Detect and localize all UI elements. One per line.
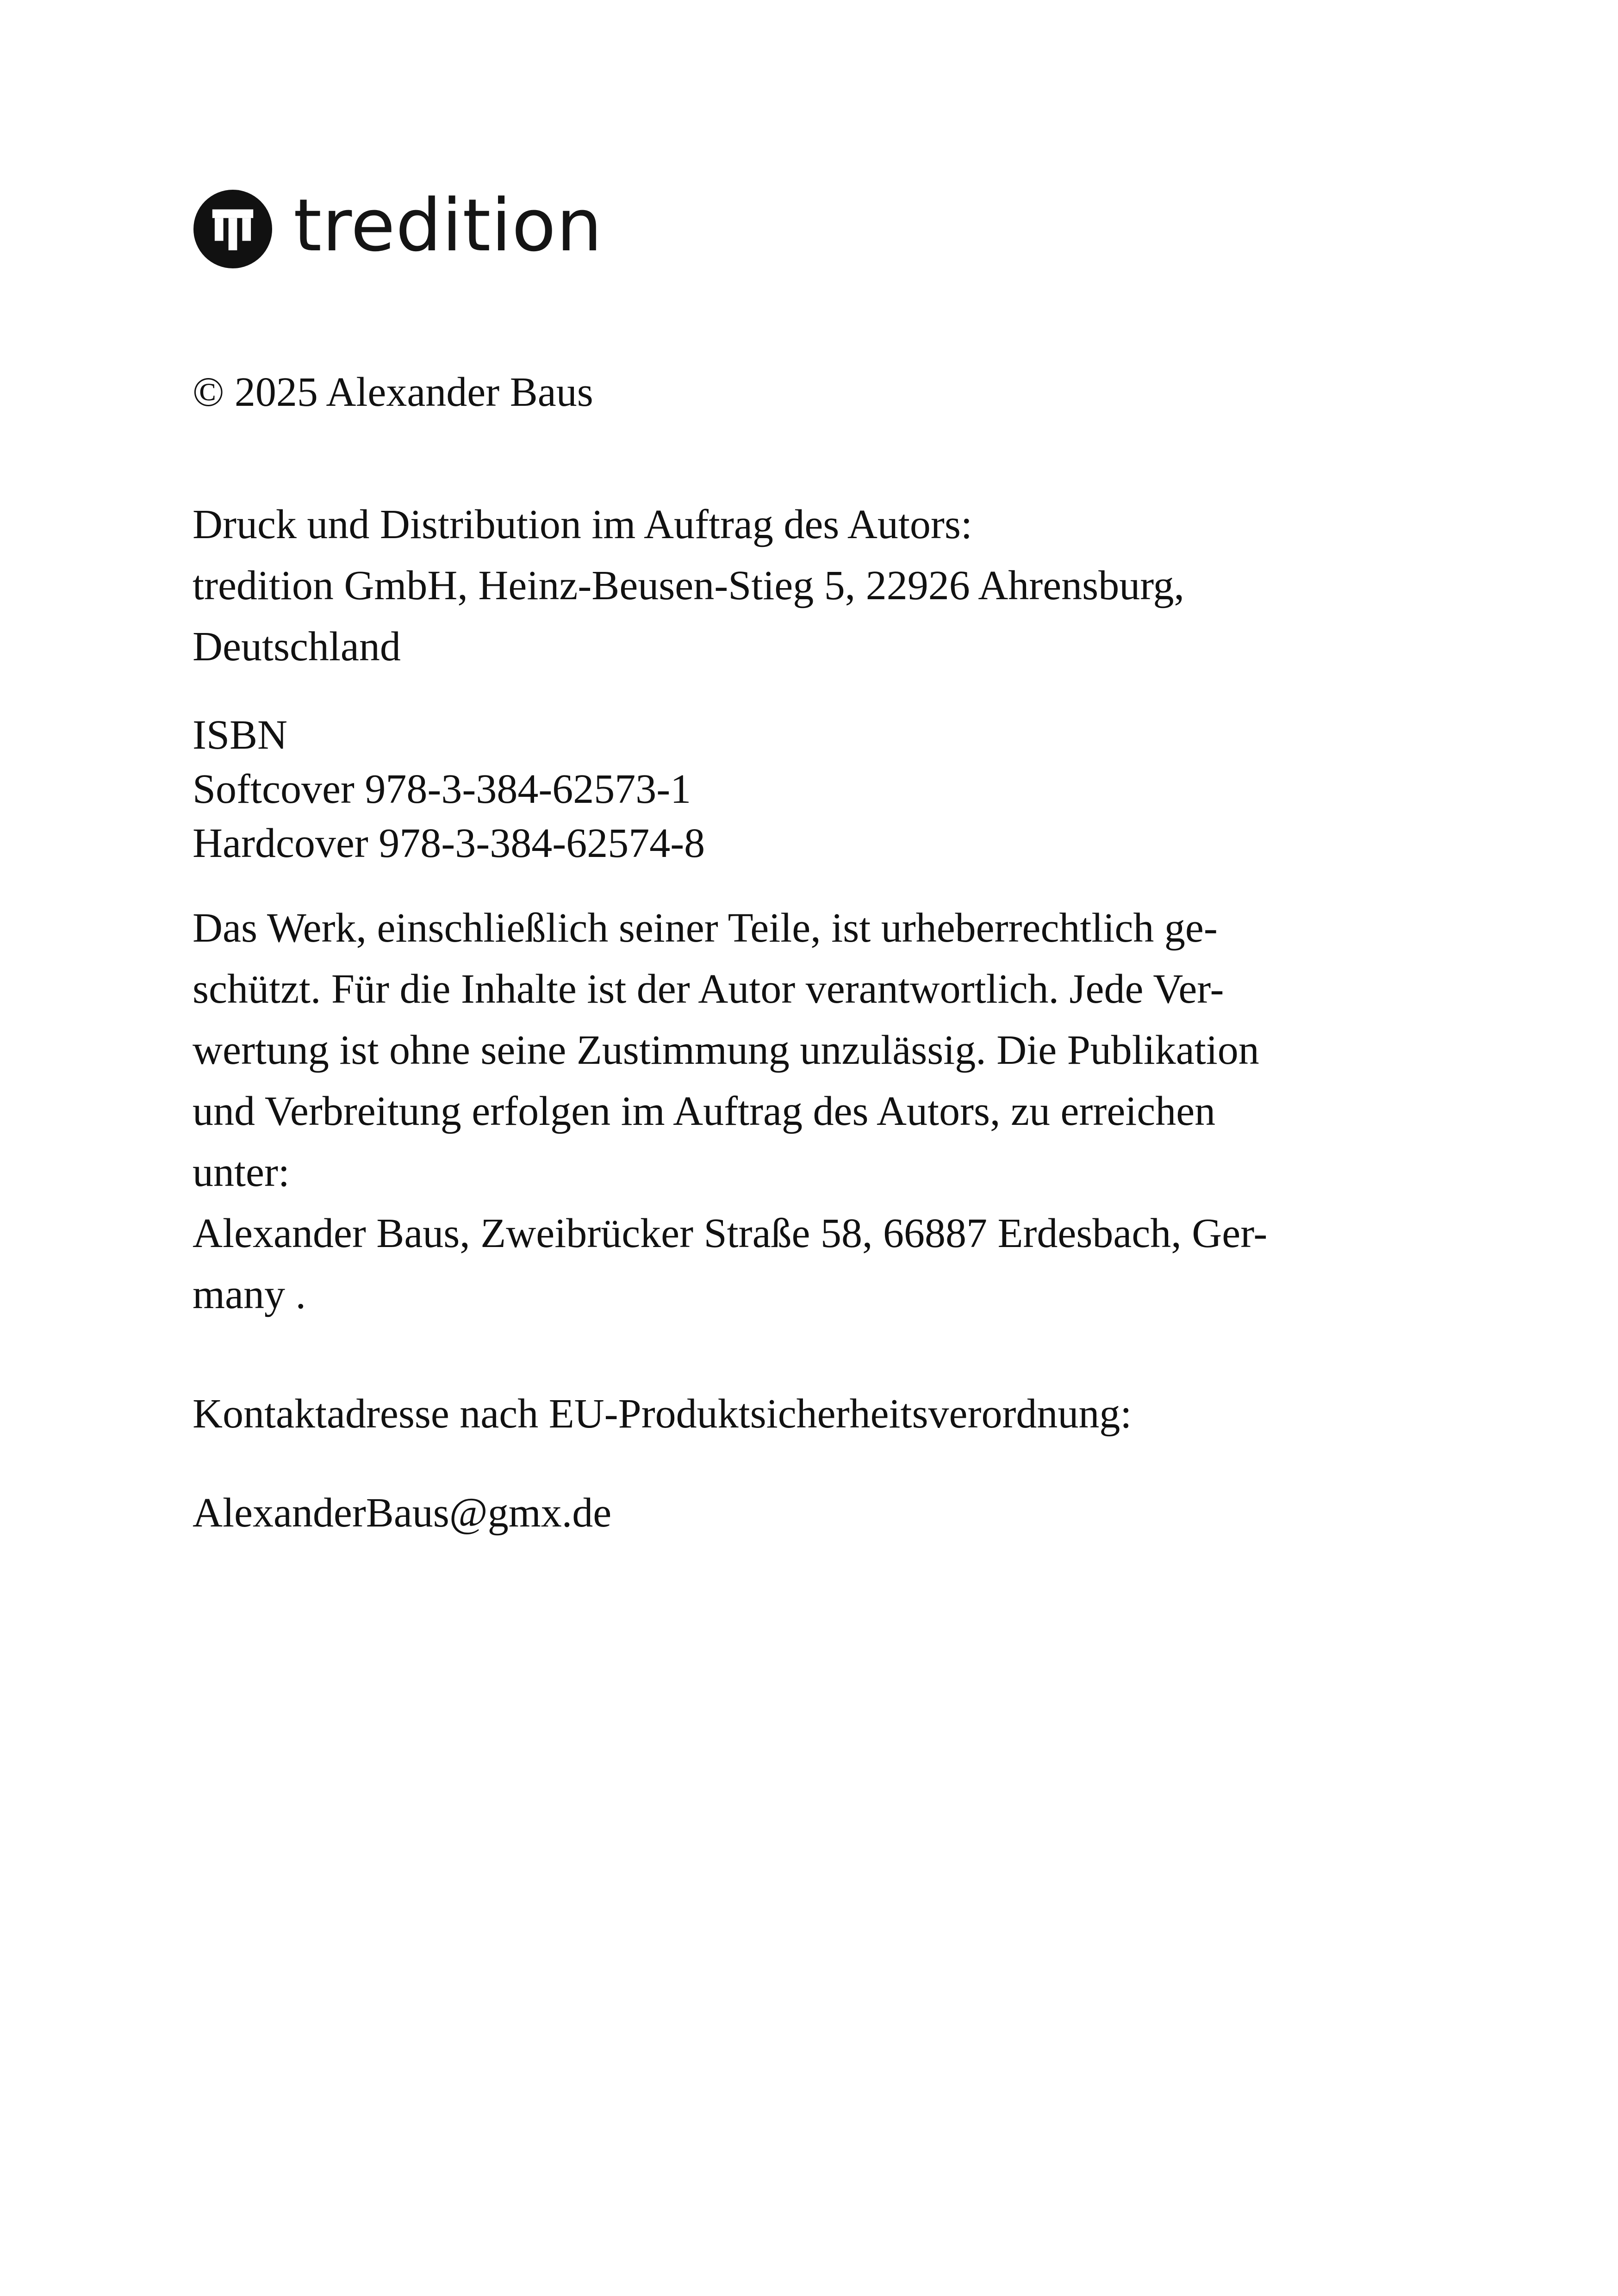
isbn-softcover: Softcover 978-3-384-62573-1 — [193, 766, 691, 812]
contact-label: Kontaktadresse nach EU-Produktsicherheitsverordnung: — [193, 1391, 1132, 1437]
isbn-hardcover: Hardcover 978-3-384-62574-8 — [193, 820, 705, 866]
legal-line: unter: — [193, 1149, 290, 1195]
isbn-heading: ISBN — [193, 712, 288, 758]
isbn-block — [193, 708, 1442, 870]
print-info-line: tredition GmbH, Heinz-Beusen-Stieg 5, 22926 Ahrensburg, — [193, 563, 1185, 608]
legal-line: wertung ist ohne seine Zustimmung unzulässig. Die Publikation — [193, 1027, 1259, 1073]
legal-line: und Verbreitung erfolgen im Auftrag des Autors, zu erreichen — [193, 1088, 1216, 1134]
logo-wordmark: tredition — [293, 183, 603, 267]
print-info-line: Deutschland — [193, 624, 401, 670]
publisher-logo — [193, 183, 603, 271]
legal-notice — [193, 898, 1442, 1325]
legal-line: many . — [193, 1272, 306, 1317]
print-info-line: Druck und Distribution im Auftrag des Autors: — [193, 502, 972, 547]
legal-line: Das Werk, einschließlich seiner Teile, ist urheberrechtlich ge- — [193, 905, 1218, 951]
print-distribution-info — [193, 494, 1442, 677]
contact-section — [193, 1384, 1442, 1445]
contact-email: AlexanderBaus@gmx.de — [193, 1490, 612, 1536]
legal-line: Alexander Baus, Zweibrücker Straße 58, 66887 Erdesbach, Ger- — [193, 1210, 1268, 1256]
contact-email-block — [193, 1483, 1442, 1544]
copyright-line: © 2025 Alexander Baus — [193, 369, 593, 415]
tredition-t-circle-icon — [193, 190, 272, 268]
legal-line: schützt. Für die Inhalte ist der Autor verantwortlich. Jede Ver- — [193, 966, 1224, 1012]
copyright-notice — [193, 362, 1442, 423]
